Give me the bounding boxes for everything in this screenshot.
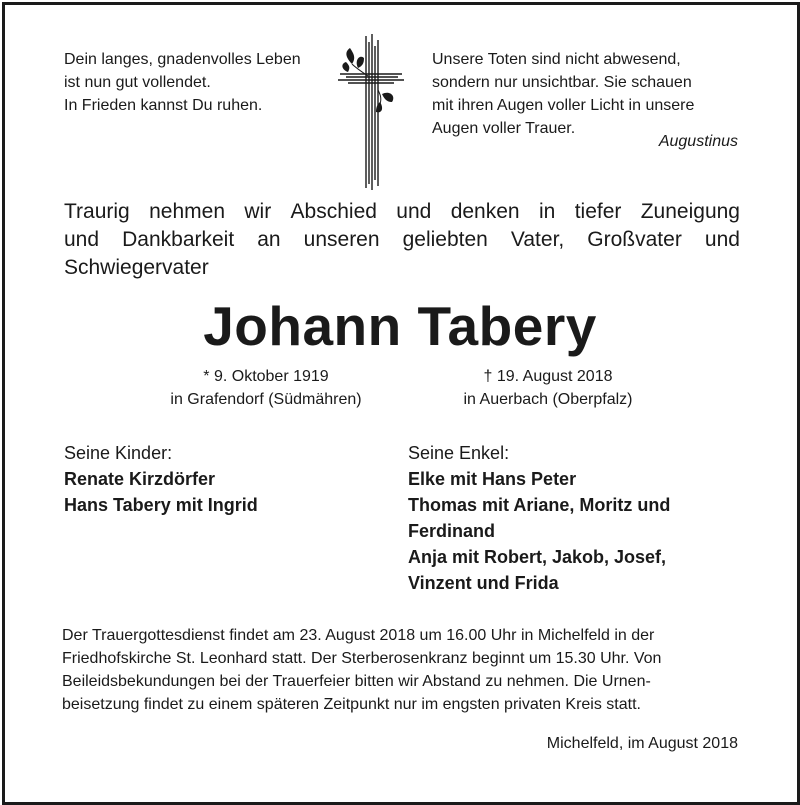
birth-date: * 9. Oktober 1919 (203, 368, 329, 385)
grandchild-line: Ferdinand (408, 521, 496, 541)
birth-info (148, 365, 384, 411)
poem-left (64, 48, 354, 117)
service-notice (62, 624, 738, 716)
grandchild-line: Vinzent und Frida (408, 573, 559, 593)
intro-word: in (538, 200, 556, 223)
deceased-name: Johann Tabery (203, 295, 597, 357)
poem-line: Augen voller Trauer. (432, 120, 576, 137)
intro-word: und (396, 200, 432, 223)
notice-line: Beileidsbekundungen bei der Trauerfeier bitten wir Abstand zu nehmen. Die Urnen- (62, 673, 651, 690)
children-label: Seine Kinder: (64, 443, 173, 463)
intro-word: denken (450, 200, 520, 223)
intro-word: an (257, 228, 281, 251)
child-name: Hans Tabery mit Ingrid (64, 495, 258, 515)
intro-word: nehmen (149, 200, 225, 223)
intro-word: und (64, 228, 100, 251)
intro-word: und (704, 228, 740, 251)
cross-with-leaves-icon (338, 34, 404, 190)
children-list (64, 440, 258, 518)
notice-line: beisetzung findet zu einem späteren Zeitpunkt nur im engsten privaten Kreis statt. (62, 696, 641, 713)
intro-word: Abschied (290, 200, 377, 223)
poem-line: ist nun gut vollendet. (64, 74, 211, 91)
grandchildren-list (408, 440, 748, 596)
grandchild-line: Elke mit Hans Peter (408, 469, 577, 489)
intro-word: Großvater (587, 228, 682, 251)
intro-word: tiefer (574, 200, 622, 223)
poem-author: Augustinus (658, 133, 738, 150)
poem-line: mit ihren Augen voller Licht in unsere (432, 97, 695, 114)
intro-word: wir (244, 200, 272, 223)
intro-line-3: Schwiegervater (64, 256, 209, 279)
place-date: Michelfeld, im August 2018 (546, 735, 738, 752)
poem-line: In Frieden kannst Du ruhen. (64, 97, 263, 114)
birth-place: in Grafendorf (Südmähren) (170, 391, 362, 408)
poem-line: sondern nur unsichtbar. Sie schauen (432, 74, 692, 91)
grandchild-line: Thomas mit Ariane, Moritz und (408, 495, 671, 515)
intro-word: unseren (303, 228, 380, 251)
notice-line: Friedhofskirche St. Leonhard statt. Der Sterberosenkranz beginnt um 15.30 Uhr. Von (62, 650, 662, 667)
intro-word: Dankbarkeit (122, 228, 235, 251)
death-date: † 19. August 2018 (483, 368, 613, 385)
poem-right (432, 48, 742, 140)
intro-word: Traurig (64, 200, 130, 223)
grandchildren-label: Seine Enkel: (408, 443, 510, 463)
child-name: Renate Kirzdörfer (64, 469, 216, 489)
poem-line: Dein langes, gnadenvolles Leben (64, 51, 301, 68)
intro-line-1 (64, 198, 740, 226)
intro-line-2 (64, 226, 740, 254)
intro-word: Vater, (510, 228, 565, 251)
intro-word: geliebten (402, 228, 488, 251)
grandchild-line: Anja mit Robert, Jakob, Josef, (408, 547, 667, 567)
death-info (438, 365, 658, 411)
intro-text (64, 198, 740, 282)
intro-word: Zuneigung (640, 200, 740, 223)
notice-line: Der Trauergottesdienst findet am 23. August 2018 um 16.00 Uhr in Michelfeld in der (62, 627, 655, 644)
death-place: in Auerbach (Oberpfalz) (463, 391, 633, 408)
poem-line: Unsere Toten sind nicht abwesend, (432, 51, 681, 68)
